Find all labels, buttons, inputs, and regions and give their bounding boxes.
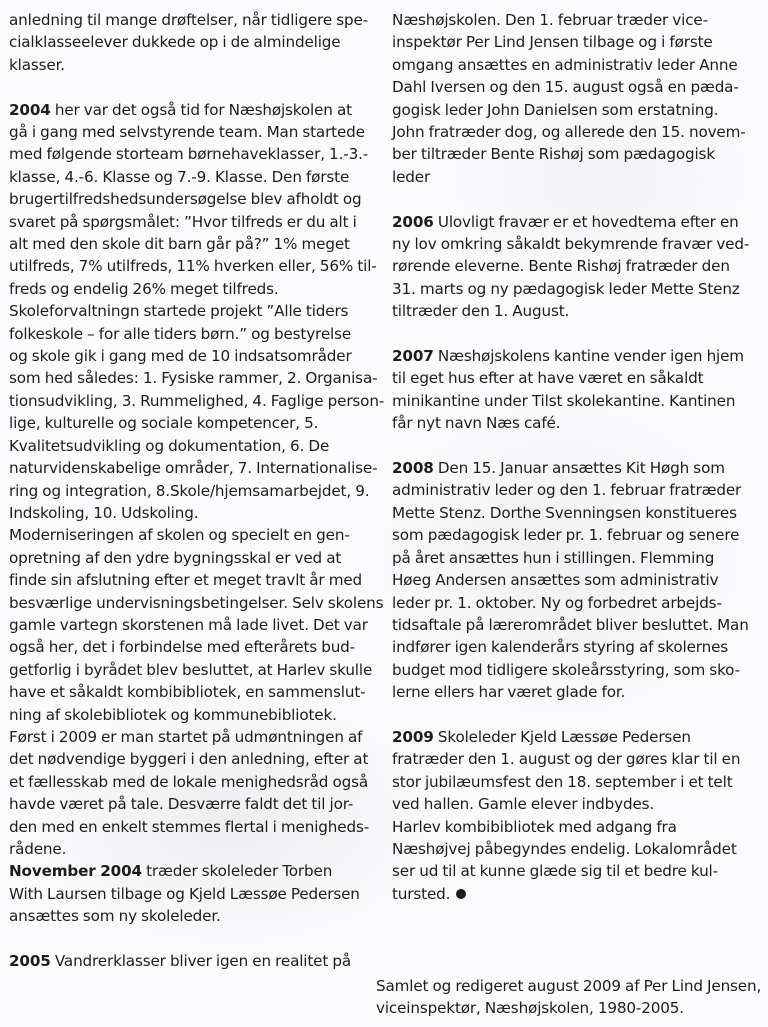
text-line: ny lov omkring såkaldt bekymrende fravær ved-	[392, 235, 750, 254]
paragraph-lines	[392, 9, 752, 188]
text-line: Høeg Andersen ansættes som administrativ	[392, 571, 719, 590]
text-line: indfører igen kalenderårs styring af skolernes	[392, 638, 729, 657]
text-line: klasse, 4.-6. Klasse og 7.-9. Klasse. Den første	[9, 167, 350, 186]
text-line: på året ansættes hun i stillingen. Flemming	[392, 548, 715, 567]
text-line	[392, 345, 752, 367]
text-line: et fællesskab med de lokale menighedsråd også	[9, 772, 369, 791]
text-line: gamle vartegn skorstenen må lade livet. Det var	[9, 615, 368, 634]
text-line: svaret på spørgsmålet: ”Hvor tilfreds er du alt i	[9, 212, 357, 231]
text-line: havde været på tale. Desværre faldt det til jor-	[9, 795, 354, 814]
text-line: ansættes som ny skoleleder.	[9, 907, 221, 926]
text-line: utilfreds, 7% utilfreds, 11% hverken eller, 56% til-	[9, 257, 377, 276]
text-line: omgang ansættes en administrativ leder Anne	[392, 55, 738, 74]
text-line	[392, 726, 752, 748]
text-line: til eget hus efter at have været en såkaldt	[392, 369, 704, 388]
year-heading-2009: 2009	[392, 727, 434, 746]
text-line: klasser.	[9, 55, 65, 74]
text-line: anledning til mange drøftelser, når tidligere spe-	[9, 11, 368, 29]
text-line: leder	[392, 167, 431, 186]
editor-credit	[376, 975, 761, 1020]
paragraph-2005-continued	[392, 9, 752, 188]
text-run: træder skoleleder Torben	[141, 862, 333, 881]
text-line: Dahl Iversen og den 15. august også en pæda-	[392, 78, 739, 97]
text-line: budget mod tidligere skoleårsstyring, som sko-	[392, 660, 740, 679]
text-line: minikantine under Tilst skolekantine. Kantinen	[392, 391, 736, 410]
text-line: opretning af den ydre bygningsskal er ved at	[9, 548, 342, 567]
text-line: rørende eleverne. Bente Rishøj fratræder den	[392, 257, 730, 276]
text-line: leder pr. 1. oktober. Ny og forbedret arbejds-	[392, 593, 722, 612]
text-run: tursted.	[392, 884, 451, 903]
text-line: freds og endelig 26% meget tilfreds.	[9, 279, 279, 298]
text-line	[392, 211, 752, 233]
credit-line: viceinspektør, Næshøjskolen, 1980-2005.	[376, 999, 684, 1018]
text-line: ning af skolebibliotek og kommunebibliotek.	[9, 705, 337, 724]
text-run: Vandrerklasser bliver igen en realitet på	[50, 952, 352, 971]
text-line: stor jubilæumsfest den 18. september i et telt	[392, 772, 733, 791]
paragraph-spacer	[392, 435, 752, 457]
end-of-article-bullet-icon	[456, 889, 466, 899]
text-line: finde sin afslutning efter et meget travlt år med	[9, 571, 363, 590]
text-line: Næshøjvej påbegyndes endelig. Lokalområdet	[392, 839, 737, 858]
text-line: også her, det i forbindelse med efterårets bud-	[9, 638, 355, 657]
text-line: brugertilfredshedsundersøgelse blev afholdt og	[9, 190, 362, 209]
text-line: Moderniseringen af skolen og specielt en gen-	[9, 526, 350, 545]
text-line	[9, 99, 371, 121]
year-heading-2004: 2004	[9, 100, 51, 119]
text-line: Kvalitetsudvikling og dokumentation, 6. De	[9, 436, 330, 455]
text-line: folkeskole – for alle tiders børn.” og bestyrelse	[9, 324, 352, 343]
paragraph-2008	[392, 457, 752, 703]
text-run: Skoleleder Kjeld Læssøe Pedersen	[433, 727, 691, 746]
text-line: gogisk leder John Danielsen som erstatning.	[392, 100, 719, 119]
paragraph-november-2004	[9, 860, 371, 927]
text-line: administrativ leder og den 1. februar fratræder	[392, 481, 742, 500]
paragraph-spacer	[9, 928, 371, 950]
text-line: tiltræder den 1. August.	[392, 302, 570, 321]
year-heading-november-2004: November 2004	[9, 862, 142, 881]
paragraph-spacer	[392, 704, 752, 726]
text-line: 31. marts og ny pædagogisk leder Mette Stenz	[392, 279, 740, 298]
text-line: den med en enkelt stemmes flertal i menigheds-	[9, 817, 370, 836]
year-heading-2006: 2006	[392, 212, 434, 231]
text-line	[392, 883, 752, 905]
text-line: Mette Stenz. Dorthe Svenningsen konstitueres	[392, 503, 737, 522]
text-run: Næshøjskolens kantine vender igen hjem	[433, 347, 744, 366]
text-line: besværlige undervisningsbetingelser. Selv skolens	[9, 593, 384, 612]
text-line: rådene.	[9, 840, 67, 859]
text-line: som pædagogisk leder pr. 1. februar og senere	[392, 526, 740, 545]
text-run: Den 15. Januar ansættes Kit Høgh som	[433, 459, 725, 478]
text-line: fratræder den 1. august og der gøres klar til en	[392, 750, 741, 769]
text-line	[9, 950, 371, 972]
text-line: Harlev kombibibliotek med adgang fra	[392, 817, 677, 836]
text-line: Indskoling, 10. Udskoling.	[9, 503, 199, 522]
right-text-column	[392, 9, 752, 905]
text-line: lige, kulturelle og sociale kompetencer, 5.	[9, 414, 319, 433]
text-line: ser ud til at kunne glæde sig til et bedre kul-	[392, 862, 718, 881]
text-line: ring og integration, 8.Skole/hjemsamarbejdet, 9.	[9, 481, 370, 500]
text-line: Først i 2009 er man startet på udmøntningen af	[9, 727, 363, 746]
text-line: gå i gang med selvstyrende team. Man startede	[9, 123, 365, 142]
text-line	[9, 860, 371, 882]
text-line: lerne ellers har været glade for.	[392, 683, 626, 702]
text-run: her var det også tid for Næshøjskolen at	[50, 100, 352, 119]
paragraph-lines	[392, 233, 752, 323]
text-line: får nyt navn Næs café.	[392, 414, 561, 433]
text-line: det nødvendige byggeri i den anledning, efter at	[9, 750, 369, 769]
text-line: alt med den skole dit barn går på?” 1% meget	[9, 235, 350, 254]
year-heading-2005: 2005	[9, 952, 51, 971]
credit-line: Samlet og redigeret august 2009 af Per Lind Jensen,	[376, 977, 762, 995]
text-line: inspektør Per Lind Jensen tilbage og i første	[392, 33, 713, 52]
paragraph-2007	[392, 345, 752, 435]
paragraph-2009	[392, 726, 752, 905]
paragraph-spacer	[392, 323, 752, 345]
text-line	[392, 457, 752, 479]
text-line: Skoleforvaltningn startede projekt ”Alle tiders	[9, 302, 349, 321]
text-line: getforlig i byrådet blev besluttet, at Harlev skulle	[9, 660, 373, 679]
paragraph-spacer	[392, 188, 752, 210]
paragraph-lines	[392, 479, 752, 703]
paragraph-lines	[9, 121, 385, 860]
year-heading-2008: 2008	[392, 459, 434, 478]
text-line: ved hallen. Gamle elever indbydes.	[392, 795, 655, 814]
paragraph-spacer	[9, 76, 371, 98]
left-text-column	[9, 9, 385, 972]
paragraph-2006	[392, 211, 752, 323]
text-line: som hed således: 1. Fysiske rammer, 2. Organisa-	[9, 369, 378, 388]
text-line: tionsudvikling, 3. Rummelighed, 4. Faglige person-	[9, 391, 385, 410]
paragraph-lines	[392, 748, 752, 882]
intro-paragraph	[9, 9, 371, 76]
text-run: Ulovligt fravær er et hovedtema efter en	[433, 212, 739, 231]
text-line: cialklasseelever dukkede op i de almindelige	[9, 33, 341, 52]
year-heading-2007: 2007	[392, 347, 434, 366]
text-line: ber tiltræder Bente Rishøj som pædagogisk	[392, 145, 715, 164]
text-line: have et såkaldt kombibibliotek, en sammenslut-	[9, 683, 366, 702]
paragraph-2004	[9, 99, 385, 861]
text-line: tidsaftale på lærerområdet bliver besluttet. Man	[392, 615, 749, 634]
text-line: With Laursen tilbage og Kjeld Læssøe Pedersen	[9, 884, 360, 903]
text-line: naturvidenskabelige områder, 7. Internationalise-	[9, 459, 378, 478]
text-line: og skole gik i gang med de 10 indsatsområder	[9, 347, 352, 366]
text-line: med følgende storteam børnehaveklasser, 1.-3.-	[9, 145, 369, 164]
text-line: Næshøjskolen. Den 1. februar træder vice-	[392, 11, 708, 29]
paragraph-2005-start	[9, 950, 371, 972]
text-line: John fratræder dog, og allerede den 15. novem-	[392, 123, 746, 142]
paragraph-lines	[392, 367, 752, 434]
